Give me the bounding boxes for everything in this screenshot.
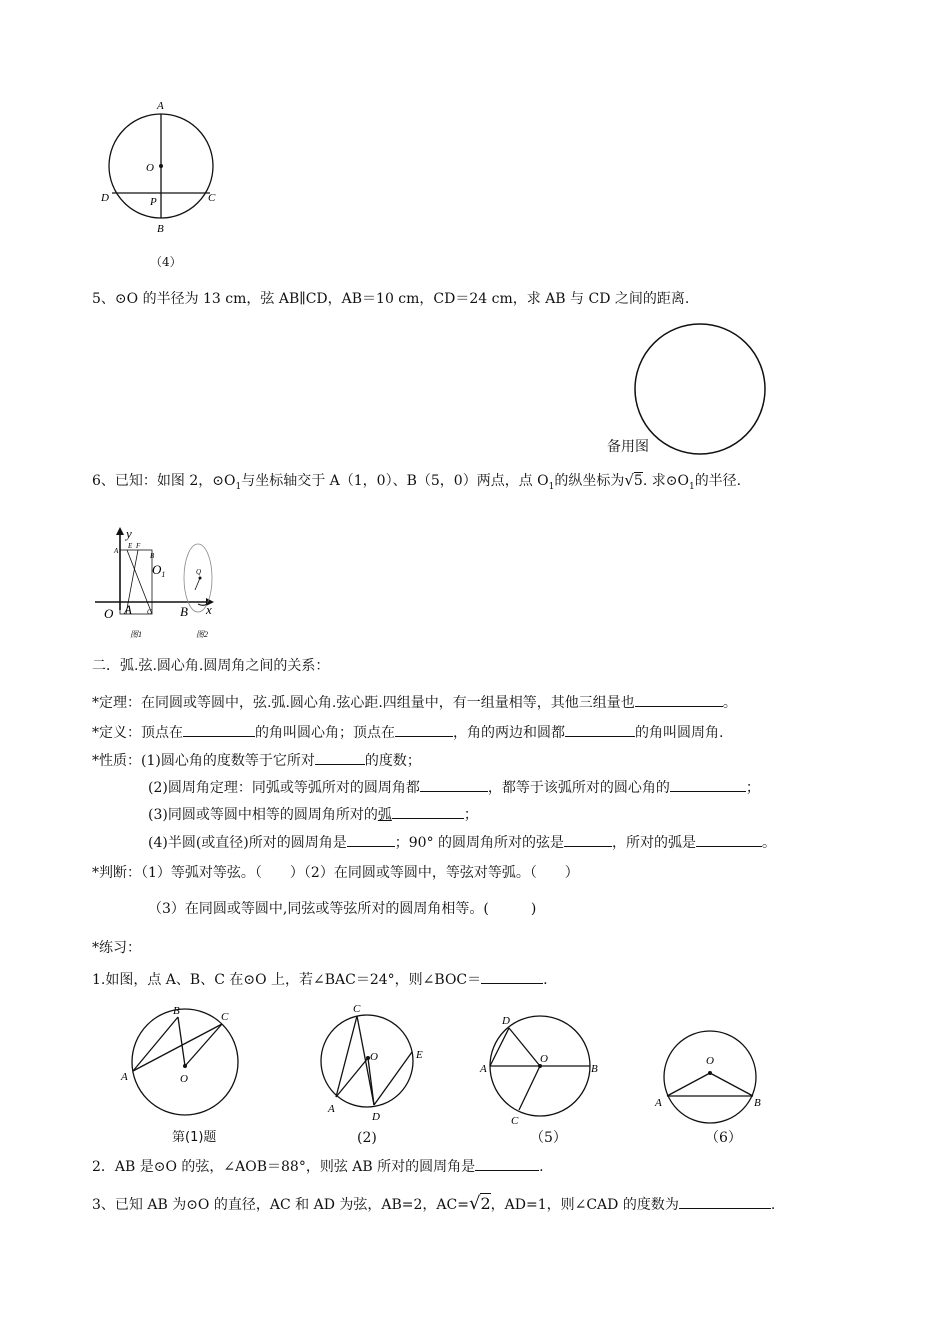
figure-4-label-a: A — [157, 100, 164, 112]
exercise-3-sqrt-symbol: √ — [468, 1193, 481, 1214]
figure-ex5-label-c: C — [511, 1115, 519, 1127]
figure-q6-label-o1-sub: 1 — [161, 570, 166, 579]
figure-ex1-line-ac — [133, 1024, 222, 1071]
property-2-text-c: ； — [745, 780, 760, 796]
property-2-text-a: (2)圆周角定理：同弧或等弧所对的圆周角都 — [148, 780, 420, 796]
question-6-sqrt-symbol: √ — [624, 471, 634, 489]
figure-ex6-line-ob — [710, 1073, 753, 1096]
property-2-blank-2[interactable] — [670, 777, 746, 792]
figure-ex2-caption: (2) — [357, 1130, 377, 1146]
figure-4-caption: （4） — [150, 255, 182, 269]
figure-4-label-p: P — [150, 196, 157, 208]
figure-ex2-line-de — [374, 1052, 412, 1105]
question-6-part2: 与坐标轴交于 A（1，0）、B（5，0）两点，点 O — [241, 473, 549, 489]
figure-4-label-b: B — [157, 223, 164, 235]
figure-ex5-line-do — [509, 1028, 540, 1066]
figure-ex1-label-b: B — [173, 1005, 180, 1017]
exercise-1-text: 1.如图，点 A、B、C 在⊙O 上，若∠BAC＝24°，则∠BOC＝ — [92, 972, 482, 988]
exercise-1-end: . — [543, 972, 548, 988]
question-5: 5、⊙O 的半径为 13 cm，弦 AB∥CD，AB＝10 cm，CD＝24 cm，求 AB 与 CD 之间的距离. — [92, 291, 690, 307]
figure-ex1-line-ob — [178, 1017, 185, 1066]
figure-ex6-center — [708, 1071, 712, 1075]
figure-q6-y-arrow — [116, 527, 124, 535]
figure-ex1-center — [183, 1064, 187, 1068]
figure-q6-label-c: C — [147, 608, 152, 616]
definition-blank-1[interactable] — [183, 722, 255, 737]
figure-ex1-caption: 第(1)题 — [172, 1130, 217, 1145]
figure-ex5-line-oc — [519, 1066, 540, 1110]
exercise-1 — [92, 969, 548, 990]
exercise-3 — [92, 1194, 775, 1215]
figure-4-label-d: D — [101, 192, 109, 204]
property-4-text-a: (4)半圆(或直径)所对的圆周角是 — [148, 835, 347, 851]
exercise-2-end: . — [539, 1159, 544, 1175]
figure-ex2-label-a: A — [328, 1103, 335, 1115]
property-3-underlined: 弧 — [377, 807, 392, 823]
theorem-blank[interactable] — [635, 692, 723, 707]
property-2-line — [148, 777, 760, 798]
figure-ex1 — [115, 1000, 255, 1130]
figure-q6-label-x: x — [206, 602, 212, 617]
spare-figure — [630, 320, 775, 460]
question-6-part5: 的半径. — [694, 473, 742, 489]
exercise-2 — [92, 1156, 544, 1177]
figure-ex5 — [470, 1000, 610, 1130]
figure-q6-label-q: Q — [196, 568, 202, 576]
figure-q6-label-o1-main: O — [152, 562, 162, 577]
figure-ex2 — [310, 1000, 440, 1130]
figure-q6-caption-1: 图1 — [130, 630, 142, 639]
property-1-blank[interactable] — [315, 750, 365, 765]
property-2-blank-1[interactable] — [420, 777, 488, 792]
question-6-sub2: 1 — [548, 481, 555, 492]
property-3-text-a: (3)同圆或等圆中相等的圆周角所对的 — [148, 807, 378, 823]
question-6-part4: . 求⊙O — [642, 473, 689, 489]
figure-q6-label-aa: A — [114, 547, 119, 555]
figure-4-center-dot — [159, 164, 163, 168]
property-2-text-b: ，都等于该弧所对的圆心角的 — [487, 780, 670, 796]
definition-text-d: 的角叫圆周角. — [635, 725, 724, 741]
spare-circle — [635, 324, 765, 454]
figure-ex2-label-e: E — [416, 1049, 423, 1061]
figure-ex2-label-c: C — [353, 1003, 361, 1015]
question-6-part1: 6、已知：如图 2，⊙O — [92, 473, 236, 489]
figure-ex5-line-ad — [490, 1028, 509, 1066]
property-4-text-b: ；90° 的圆周角所对的弦是 — [394, 835, 565, 851]
figure-q6 — [90, 520, 230, 645]
figure-ex5-caption: （5） — [530, 1130, 567, 1146]
exercise-3-text-b: ，AD=1，则∠CAD 的度数为 — [490, 1197, 679, 1213]
figure-ex2-label-o: O — [370, 1051, 378, 1063]
exercise-3-end: . — [770, 1197, 776, 1213]
figure-ex6-caption: （6） — [705, 1130, 742, 1146]
section-2-title: 二．弧.弦.圆心角.圆周角之间的关系： — [92, 658, 330, 674]
property-4-blank-2[interactable] — [564, 832, 612, 847]
figure-ex1-label-c: C — [221, 1011, 229, 1023]
figure-ex1-label-o: O — [180, 1073, 188, 1085]
definition-line — [92, 722, 723, 743]
figure-ex6 — [645, 1030, 770, 1130]
property-3-text-b: ； — [463, 807, 478, 823]
definition-blank-3[interactable] — [565, 722, 635, 737]
practice-heading: *练习： — [92, 940, 141, 956]
question-6-sub1: 1 — [235, 481, 242, 492]
definition-text-b: 的角叫圆心角；顶点在 — [255, 725, 395, 741]
property-1-text-b: 的度数； — [364, 753, 421, 769]
property-4-blank-1[interactable] — [347, 832, 395, 847]
question-6-part3: 的纵坐标为 — [554, 473, 625, 489]
theorem-end: 。 — [722, 695, 737, 711]
exercise-3-text-a: 3、已知 AB 为⊙O 的直径，AC 和 AD 为弦，AB=2，AC= — [92, 1197, 469, 1213]
figure-ex2-circle — [321, 1015, 413, 1107]
figure-ex2-label-d: D — [372, 1111, 380, 1123]
exercise-3-sqrt-value: 2 — [480, 1194, 491, 1213]
figure-ex6-label-b: B — [754, 1097, 761, 1109]
figure-ex1-label-a: A — [121, 1071, 128, 1083]
property-4-blank-3[interactable] — [696, 832, 762, 847]
figure-ex6-circle — [664, 1031, 756, 1123]
figure-ex5-label-d: D — [502, 1015, 510, 1027]
definition-blank-2[interactable] — [395, 722, 453, 737]
figure-q6-label-o: O — [104, 606, 114, 621]
figure-4-label-c: C — [208, 192, 216, 204]
property-3-blank[interactable] — [392, 804, 464, 819]
question-6-sqrt-value: 5 — [633, 473, 643, 489]
theorem-line — [92, 692, 737, 713]
figure-q6-label-y: y — [126, 526, 132, 541]
figure-4 — [95, 95, 235, 240]
figure-q6-label-o1 — [152, 562, 165, 579]
property-4-text-d: 。 — [762, 835, 777, 851]
figure-q6-label-f: F — [136, 542, 141, 550]
exercise-2-blank[interactable] — [475, 1156, 539, 1171]
figure-q6-caption-2: 图2 — [196, 630, 208, 639]
definition-text-a: *定义：顶点在 — [92, 725, 183, 741]
figure-ex6-label-a: A — [655, 1097, 662, 1109]
figure-q6-radius — [195, 578, 200, 590]
property-3-line — [148, 804, 478, 825]
theorem-text: *定理：在同圆或等圆中，弦.弧.圆心角.弦心距.四组量中，有一组量相等，其他三组量也 — [92, 695, 635, 711]
figure-q6-label-e: E — [128, 542, 133, 550]
question-6-sub3: 1 — [688, 481, 695, 492]
figure-q6-label-b: B — [180, 604, 188, 619]
figure-ex6-label-o: O — [706, 1055, 714, 1067]
property-4-text-c: ，所对的弧是 — [612, 835, 697, 851]
figure-ex5-label-o: O — [540, 1053, 548, 1065]
property-4-line — [148, 832, 776, 853]
figure-ex1-line-oc — [185, 1024, 222, 1066]
property-1-text-a: *性质：(1)圆心角的度数等于它所对 — [92, 753, 315, 769]
figure-ex1-line-ab — [133, 1017, 178, 1071]
property-1-line — [92, 750, 421, 771]
exercise-1-blank[interactable] — [481, 969, 543, 984]
figure-q6-label-a: A — [124, 602, 132, 617]
figure-ex5-label-a: A — [480, 1063, 487, 1075]
exercise-2-text: 2．AB 是⊙O 的弦，∠AOB＝88°，则弦 AB 所对的圆周角是 — [92, 1159, 476, 1175]
figure-q6-label-bb: B — [150, 552, 155, 560]
figure-ex5-label-b: B — [591, 1063, 598, 1075]
figure-4-label-o: O — [146, 162, 154, 174]
spare-figure-caption: 备用图 — [607, 439, 649, 455]
figure-ex6-line-oa — [667, 1073, 710, 1096]
judge-line-2: （3）在同圆或等圆中,同弦或等弦所对的圆周角相等。( ) — [148, 901, 537, 917]
question-6 — [92, 470, 741, 497]
judge-line-1: *判断：（1）等弧对等弦。（ ）（2）在同圆或等圆中，等弦对等弧。（ ） — [92, 865, 579, 881]
definition-text-c: ，角的两边和圆都 — [453, 725, 565, 741]
exercise-3-blank[interactable] — [679, 1194, 771, 1209]
